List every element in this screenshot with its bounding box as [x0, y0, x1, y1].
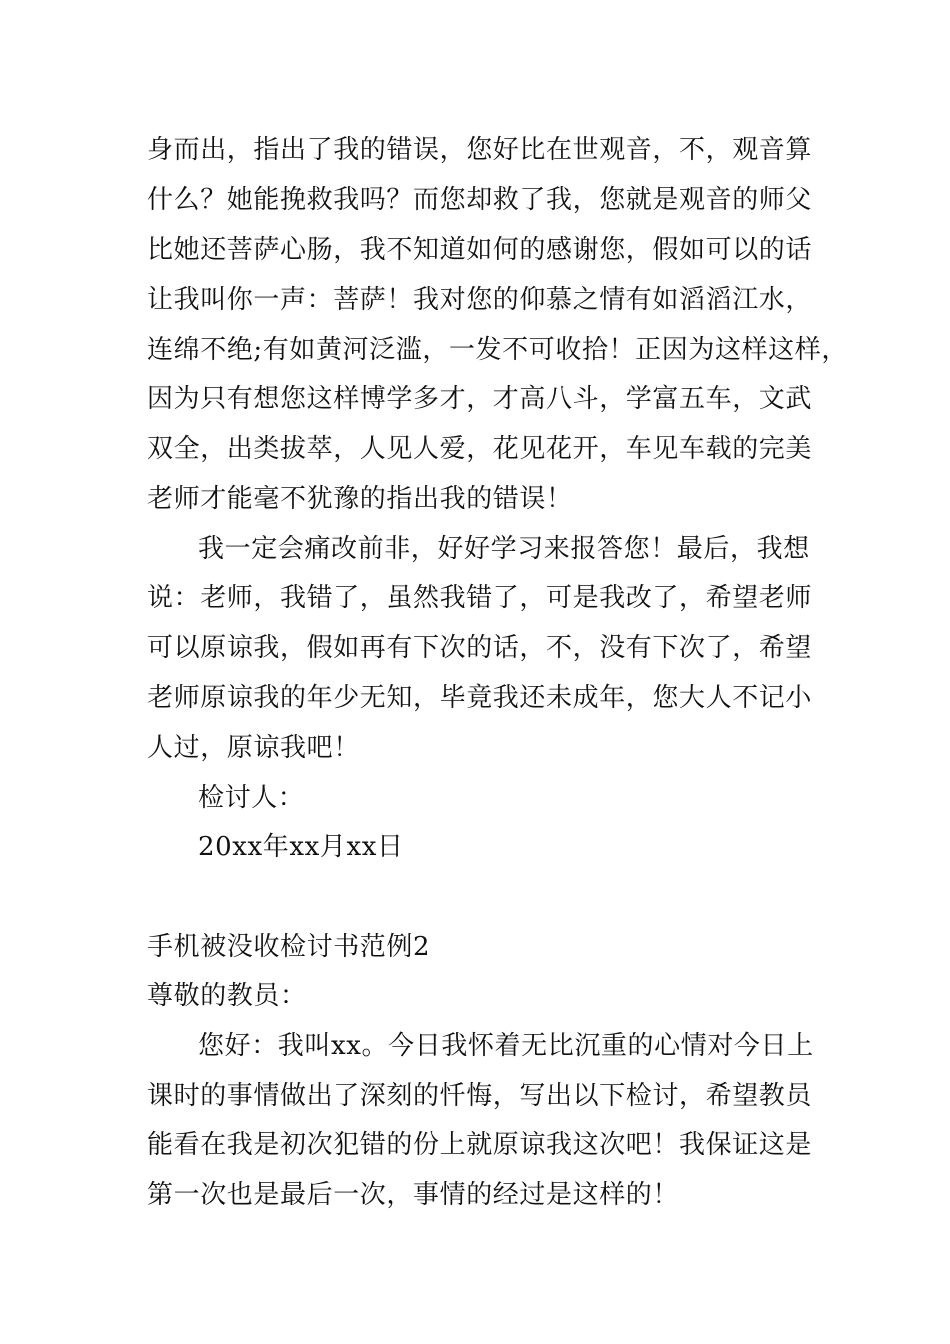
body-text-line: 连绵不绝;有如黄河泛滥，一发不可收拾！正因为这样这样，: [147, 335, 848, 365]
body-text-line: 双全，出类拔萃，人见人爱，花见花开，车见车载的完美: [147, 434, 813, 464]
body-text-line: 身而出，指出了我的错误，您好比在世观音，不，观音算: [147, 135, 813, 165]
section-title: 手机被没收检讨书范例2: [147, 932, 431, 962]
closing-paragraph-line: 可以原谅我，假如再有下次的话，不，没有下次了，希望: [147, 633, 813, 663]
closing-paragraph-line: 人过，原谅我吧！: [147, 733, 360, 763]
closing-paragraph-line: 我一定会痛改前非，好好学习来报答您！最后，我想: [198, 534, 810, 564]
body-text-line: 比她还菩萨心肠，我不知道如何的感谢您，假如可以的话: [147, 235, 813, 265]
section2-paragraph-line: 课时的事情做出了深刻的忏悔，写出以下检讨，希望教员: [147, 1081, 813, 1111]
section2-paragraph-line: 您好：我叫xx。今日我怀着无比沉重的心情对今日上: [198, 1031, 814, 1061]
closing-paragraph-line: 说：老师，我错了，虽然我错了，可是我改了，希望老师: [147, 583, 813, 613]
section2-paragraph-line: 第一次也是最后一次，事情的经过是这样的！: [147, 1180, 680, 1210]
body-text-line: 什么？她能挽救我吗？而您却救了我，您就是观音的师父: [147, 185, 813, 215]
body-text-line: 因为只有想您这样博学多才，才高八斗，学富五车，文武: [147, 384, 813, 414]
body-text-line: 让我叫你一声：菩萨！我对您的仰慕之情有如滔滔江水，: [147, 285, 813, 315]
section2-paragraph-line: 能看在我是初次犯错的份上就原谅我这次吧！我保证这是: [147, 1130, 813, 1160]
closing-paragraph-line: 老师原谅我的年少无知，毕竟我还未成年，您大人不记小: [147, 683, 813, 713]
signature-date: 20xx年xx月xx日: [198, 832, 404, 862]
signature-label: 检讨人：: [198, 783, 305, 813]
body-text-line: 老师才能毫不犹豫的指出我的错误！: [147, 484, 573, 514]
salutation: 尊敬的教员：: [147, 981, 307, 1011]
